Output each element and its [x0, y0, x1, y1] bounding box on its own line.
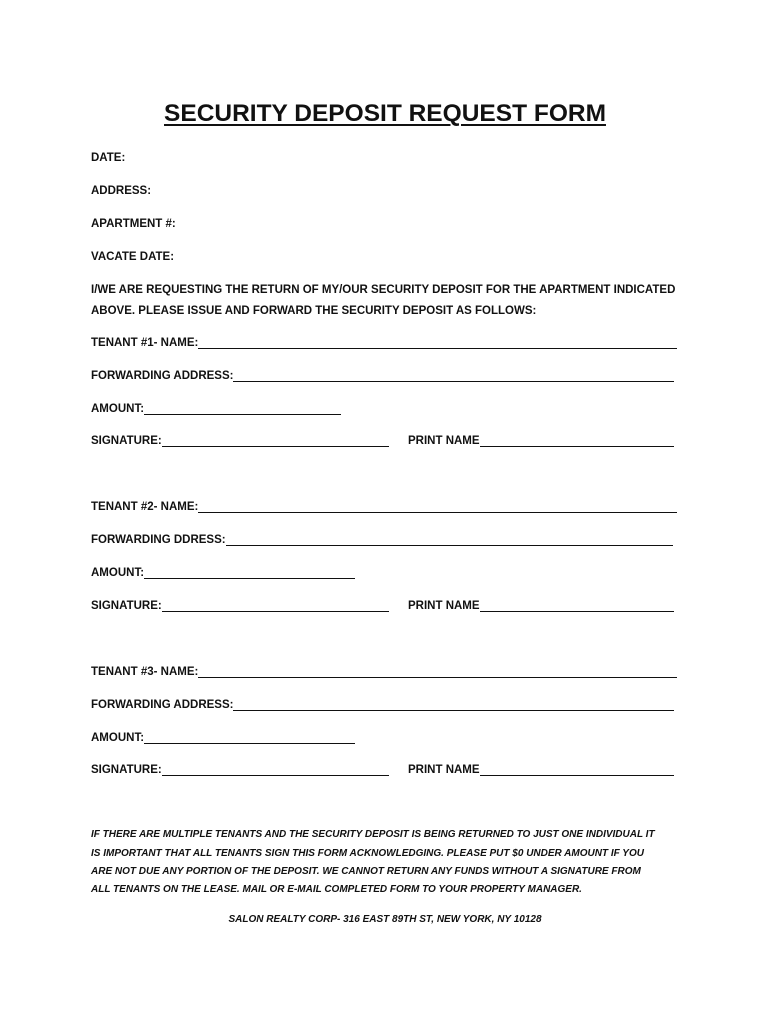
- tenant-3-name-row: [91, 665, 677, 679]
- tenant-1-name-line[interactable]: [198, 348, 677, 349]
- request-text-line-2: ABOVE. PLEASE ISSUE AND FORWARD THE SECURITY DEPOSIT AS FOLLOWS:: [91, 305, 537, 317]
- tenant-2-address-row: [91, 533, 673, 547]
- company-address-footer: SALON REALTY CORP- 316 EAST 89TH ST, NEW YORK, NY 10128: [228, 914, 542, 925]
- tenant-3-amount-label: AMOUNT:: [91, 732, 145, 744]
- tenant-1-print-name-row: [408, 434, 674, 448]
- tenant-3-amount-line[interactable]: [144, 743, 355, 744]
- tenant-2-address-line[interactable]: [226, 545, 673, 546]
- form-title: SECURITY DEPOSIT REQUEST FORM: [164, 100, 606, 127]
- tenant-1-signature-line[interactable]: [162, 446, 389, 447]
- date-label: DATE:: [91, 152, 126, 164]
- tenant-3-name-label: TENANT #3- NAME:: [91, 666, 199, 678]
- tenant-3-print-name-label: PRINT NAME: [408, 764, 480, 776]
- tenant-2-name-label: TENANT #2- NAME:: [91, 501, 199, 513]
- notice-line-1: IF THERE ARE MULTIPLE TENANTS AND THE SECURITY DEPOSIT IS BEING RETURNED TO JUST ONE INDIVIDUAL IT: [91, 829, 655, 840]
- tenant-3-signature-row: [91, 763, 389, 777]
- tenant-1-address-line[interactable]: [233, 381, 674, 382]
- tenant-1-print-name-line[interactable]: [480, 446, 674, 447]
- tenant-1-name-label: TENANT #1- NAME:: [91, 337, 199, 349]
- tenant-2-name-row: [91, 500, 677, 514]
- tenant-1-amount-label: AMOUNT:: [91, 403, 145, 415]
- tenant-1-print-name-label: PRINT NAME: [408, 435, 480, 447]
- tenant-2-print-name-line[interactable]: [480, 611, 674, 612]
- tenant-1-address-label: FORWARDING ADDRESS:: [91, 370, 234, 382]
- address-label: ADDRESS:: [91, 185, 152, 197]
- tenant-1-amount-line[interactable]: [144, 414, 341, 415]
- tenant-3-signature-label: SIGNATURE:: [91, 764, 162, 776]
- tenant-3-signature-line[interactable]: [162, 775, 389, 776]
- tenant-2-print-name-row: [408, 599, 674, 613]
- tenant-2-signature-line[interactable]: [162, 611, 389, 612]
- notice-line-4: ALL TENANTS ON THE LEASE. MAIL OR E-MAIL COMPLETED FORM TO YOUR PROPERTY MANAGER.: [91, 884, 582, 895]
- notice-line-3: ARE NOT DUE ANY PORTION OF THE DEPOSIT. WE CANNOT RETURN ANY FUNDS WITHOUT A SIGNATURE FROM: [91, 866, 641, 877]
- tenant-2-signature-label: SIGNATURE:: [91, 600, 162, 612]
- tenant-1-amount-row: [91, 402, 341, 416]
- tenant-3-print-name-line[interactable]: [480, 775, 674, 776]
- tenant-1-name-row: [91, 336, 677, 350]
- tenant-2-amount-line[interactable]: [144, 578, 355, 579]
- tenant-3-address-label: FORWARDING ADDRESS:: [91, 699, 234, 711]
- tenant-3-print-name-row: [408, 763, 674, 777]
- tenant-1-signature-row: [91, 434, 389, 448]
- tenant-3-address-line[interactable]: [233, 710, 674, 711]
- tenant-3-name-line[interactable]: [198, 677, 677, 678]
- tenant-3-address-row: [91, 698, 674, 712]
- tenant-2-signature-row: [91, 599, 389, 613]
- tenant-2-amount-label: AMOUNT:: [91, 567, 145, 579]
- tenant-2-print-name-label: PRINT NAME: [408, 600, 480, 612]
- tenant-2-amount-row: [91, 566, 355, 580]
- request-text-line-1: I/WE ARE REQUESTING THE RETURN OF MY/OUR SECURITY DEPOSIT FOR THE APARTMENT INDICATED: [91, 284, 676, 296]
- vacate-date-label: VACATE DATE:: [91, 251, 175, 263]
- tenant-2-name-line[interactable]: [198, 512, 677, 513]
- tenant-3-amount-row: [91, 731, 355, 745]
- tenant-1-address-row: [91, 369, 674, 383]
- tenant-2-address-label: FORWARDING DDRESS:: [91, 534, 226, 546]
- tenant-1-signature-label: SIGNATURE:: [91, 435, 162, 447]
- apartment-number-label: APARTMENT #:: [91, 218, 176, 230]
- notice-line-2: IS IMPORTANT THAT ALL TENANTS SIGN THIS FORM ACKNOWLEDGING. PLEASE PUT $0 UNDER AMOUNT IF YOU: [91, 848, 644, 859]
